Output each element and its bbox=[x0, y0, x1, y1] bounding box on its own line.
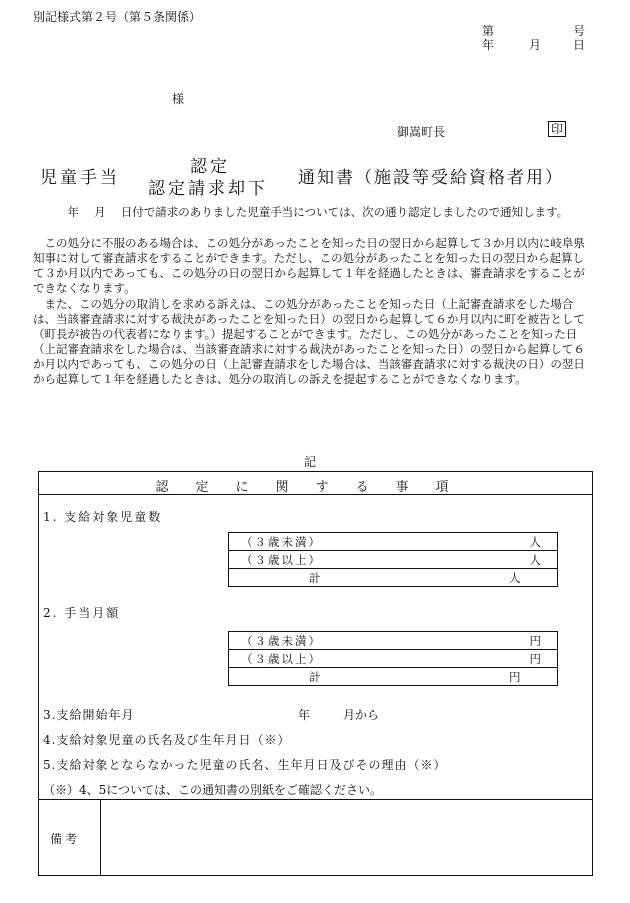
start-month-label: 月から bbox=[343, 708, 380, 722]
title-option-top: 認定 bbox=[190, 157, 230, 177]
body-paragraph-3: また、この処分の取消しを求める訴えは、この処分があったことを知った日（上記審査請求をした場合は、当該審査請求に対する裁決があったことを知った日）の翌日から起算して６か月以内に町を被告として（町長が被告の代表者になります。）提起することができます。ただし、この処分があったことを知った日（上記審査請求をした場合は、当該審査請求に対する裁決があったことを知った日）の翌日から起算して６か月以内であっても、この処分の日（上記審査請求をした場合は、当該審査請求に対する裁決の日）の翌日から起算して１年を経過したときは、処分の取消しの訴えを提起することができなくなります。 bbox=[33, 297, 585, 386]
number-label: 第 bbox=[482, 24, 495, 38]
unit-label: 円 bbox=[529, 652, 541, 666]
date-day: 日 bbox=[573, 38, 586, 52]
amount-total-row bbox=[229, 667, 557, 685]
item1-label: 1. 支給対象児童数 bbox=[43, 510, 163, 524]
amount-over3-row bbox=[229, 649, 557, 667]
remarks-label: 備考 bbox=[50, 832, 81, 846]
remarks-field[interactable] bbox=[101, 800, 592, 875]
total-label: 計 bbox=[309, 571, 321, 585]
item3-label: 3.支給開始年月 bbox=[43, 708, 135, 722]
addressee-honorific: 様 bbox=[172, 92, 185, 106]
unit-label: 人 bbox=[529, 553, 541, 567]
body-paragraph-2: この処分に不服のある場合は、この処分があったことを知った日の翌日から起算して３か月以内に岐阜県知事に対して審査請求をすることができます。ただし、この処分があったことを知った日の翌日から起算して３か月以内であっても、この処分の日の翌日から起算して１年を経過したときは、審査請求をすることができなくなります。 bbox=[33, 236, 585, 295]
title-option-bottom: 認定請求却下 bbox=[148, 179, 268, 199]
unit-label: 円 bbox=[509, 670, 521, 684]
unit-label: 円 bbox=[529, 634, 541, 648]
date-year: 年 bbox=[482, 38, 495, 52]
children-count-table bbox=[228, 532, 558, 587]
form-id: 別記様式第２号（第５条関係） bbox=[33, 10, 202, 24]
children-over3-row bbox=[229, 550, 557, 568]
issuer: 御嵩町長 bbox=[397, 125, 446, 139]
ki-mark: 記 bbox=[304, 455, 317, 469]
row-label: （３歳未満） bbox=[241, 535, 322, 549]
title-right: 通知書（施設等受給資格者用） bbox=[298, 168, 564, 188]
table-header: 認定に関する事項 bbox=[155, 480, 476, 495]
item4-label: 4.支給対象児童の氏名及び生年月日（※） bbox=[43, 733, 291, 747]
unit-label: 人 bbox=[529, 535, 541, 549]
number-suffix: 号 bbox=[573, 24, 586, 38]
children-under3-row bbox=[229, 533, 557, 550]
monthly-amount-table bbox=[228, 631, 558, 686]
body-paragraph-1: 年 月 日付で請求のありました児童手当については、次の通り認定しましたので通知します。 bbox=[33, 205, 569, 219]
seal-mark: 印 bbox=[548, 121, 566, 137]
total-label: 計 bbox=[309, 670, 321, 684]
amount-under3-row bbox=[229, 632, 557, 649]
row-label: （３歳以上） bbox=[241, 553, 322, 567]
item2-label: 2. 手当月額 bbox=[43, 606, 121, 620]
item5-label: 5.支給対象とならなかった児童の氏名、生年月日及びその理由（※） bbox=[43, 758, 447, 772]
start-year-label: 年 bbox=[298, 708, 311, 722]
date-month: 月 bbox=[529, 38, 542, 52]
unit-label: 人 bbox=[509, 571, 521, 585]
children-total-row bbox=[229, 568, 557, 586]
title-left: 児童手当 bbox=[40, 168, 120, 188]
row-label: （３歳以上） bbox=[241, 652, 322, 666]
row-label: （３歳未満） bbox=[241, 634, 322, 648]
attachment-note: （※）4、5については、この通知書の別紙をご確認ください。 bbox=[43, 783, 383, 797]
